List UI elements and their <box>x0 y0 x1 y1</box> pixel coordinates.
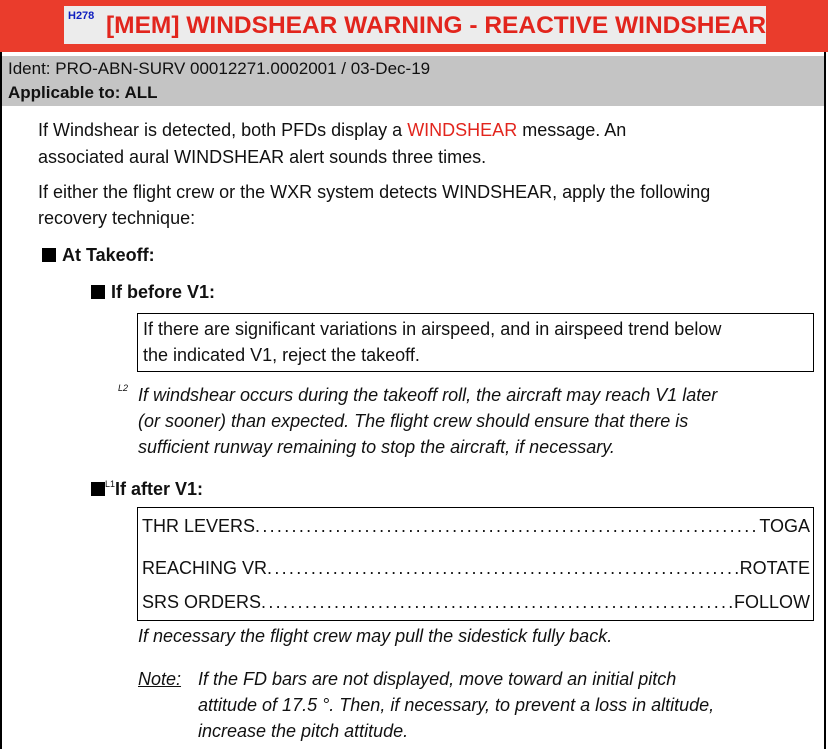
checklist-value: TOGA <box>759 516 810 536</box>
before-v1-note-line-2: (or sooner) than expected. The flight crew should ensure that there is <box>138 411 689 431</box>
before-v1-note-line-3: sufficient runway remaining to stop the aircraft, if necessary. <box>138 437 615 457</box>
before-v1-note-line-1: If windshear occurs during the takeoff roll, the aircraft may reach V1 later <box>138 385 718 405</box>
procedure-code: H278 <box>68 10 95 22</box>
checklist-row-reaching-vr <box>142 558 810 582</box>
checklist-row-srs-orders <box>142 592 810 616</box>
note-mark-l1: L1 <box>105 479 116 489</box>
after-v1-note-line-1: If the FD bars are not displayed, move toward an initial pitch <box>198 669 677 689</box>
intro-para-2-line-1: If either the flight crew or the WXR system detects WINDSHEAR, apply the following <box>38 182 711 202</box>
before-v1-line-2: the indicated V1, reject the takeoff. <box>143 345 420 365</box>
bullet-square-icon <box>91 285 105 299</box>
checklist-value: FOLLOW <box>733 592 810 612</box>
note-label: Note: <box>138 669 182 689</box>
intro-para-2-line-2: recovery technique: <box>38 208 196 228</box>
ident-line: Ident: PRO-ABN-SURV 00012271.0002001 / 03-Dec-19 <box>8 59 431 78</box>
page-title: [MEM] WINDSHEAR WARNING - REACTIVE WINDSHEAR <box>106 12 767 39</box>
after-v1-note-line-3: increase the pitch attitude. <box>198 721 409 741</box>
intro-para-1-line-2: associated aural WINDSHEAR alert sounds three times. <box>38 147 487 167</box>
title-bar <box>0 0 828 52</box>
checklist-label: SRS ORDERS <box>142 592 262 612</box>
before-v1-line-1: If there are significant variations in airspeed, and in airspeed trend below <box>143 319 722 339</box>
ident-bar <box>2 56 824 106</box>
title-box <box>64 6 766 44</box>
bullet-square-icon <box>91 482 105 496</box>
windshear-message: WINDSHEAR <box>407 120 518 140</box>
intro-para-1-line-1: If Windshear is detected, both PFDs display a WINDSHEAR message. An <box>38 120 627 140</box>
bullet-square-icon <box>42 248 56 262</box>
heading-at-takeoff: At Takeoff: <box>42 243 155 267</box>
checklist-row-thr-levers <box>142 516 810 540</box>
after-v1-note-line-2: attitude of 17.5 °. Then, if necessary, to prevent a loss in altitude, <box>198 695 715 715</box>
applicability: Applicable to: ALL <box>8 83 158 102</box>
before-v1-box <box>137 313 814 372</box>
after-v1-pull-note: If necessary the flight crew may pull the sidestick fully back. <box>138 626 613 646</box>
checklist-value: ROTATE <box>739 558 810 578</box>
checklist-label: REACHING VR <box>142 558 268 578</box>
heading-after-v1: $^{L1}$If after V1: <box>91 472 203 501</box>
note-mark-l2: L2 <box>118 383 129 393</box>
checklist-label: THR LEVERS <box>142 516 256 536</box>
heading-before-v1: If before V1: <box>91 280 215 304</box>
